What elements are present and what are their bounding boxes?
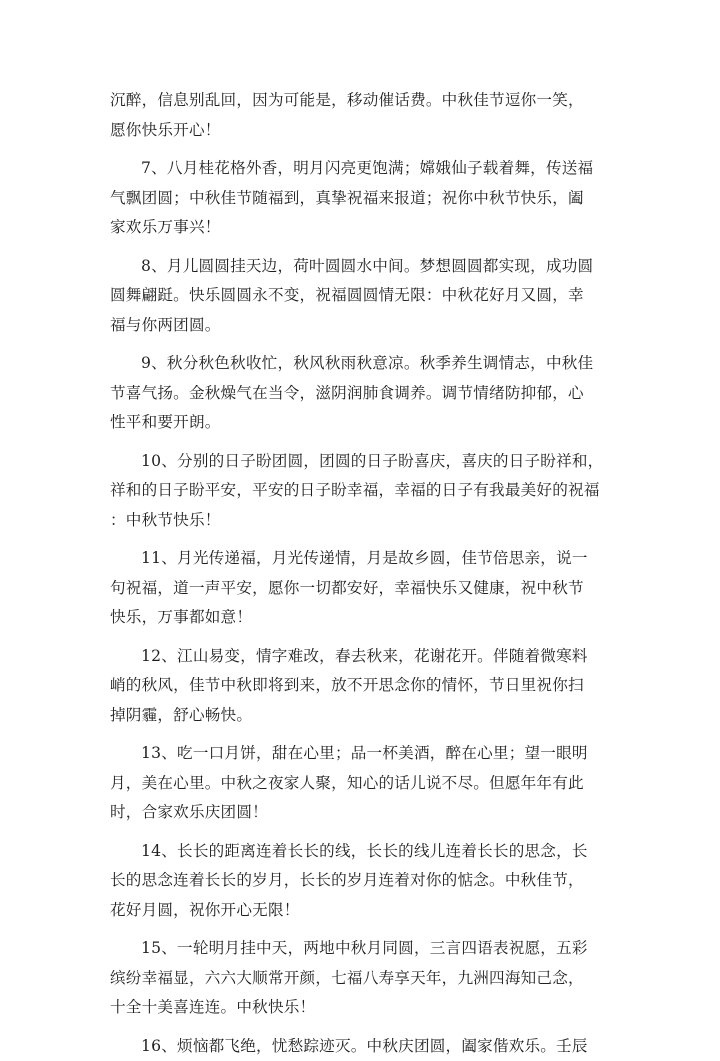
text-line: 时，合家欢乐庆团圆！ xyxy=(110,798,610,828)
paragraph-16 xyxy=(110,1032,610,1061)
text-line: 10、分别的日子盼团圆，团圆的日子盼喜庆，喜庆的日子盼祥和， xyxy=(110,447,610,477)
document-body xyxy=(110,86,610,1061)
text-line: 12、江山易变，情字难改，春去秋来，花谢花开。伴随着微寒料 xyxy=(110,642,610,672)
paragraph-14 xyxy=(110,837,610,926)
paragraph-15 xyxy=(110,934,610,1023)
text-line: 峭的秋风，佳节中秋即将到来，放不开思念你的情怀，节日里祝你扫 xyxy=(110,671,610,701)
paragraph-12 xyxy=(110,642,610,731)
text-line: 缤纷幸福显，六六大顺常开颜，七福八寿享天年，九洲四海知己念， xyxy=(110,964,610,994)
text-line: 长的思念连着长长的岁月，长长的岁月连着对你的惦念。中秋佳节， xyxy=(110,866,610,896)
paragraph-13 xyxy=(110,739,610,828)
text-line: ：中秋节快乐！ xyxy=(110,506,610,536)
paragraph-10 xyxy=(110,447,610,536)
text-line: 节喜气扬。金秋燥气在当令，滋阴润肺食调养。调节情绪防抑郁，心 xyxy=(110,379,610,409)
text-line: 快乐，万事都如意！ xyxy=(110,603,610,633)
text-line: 11、月光传递福，月光传递情，月是故乡圆，佳节倍思亲，说一 xyxy=(110,544,610,574)
text-line: 句祝福，道一声平安，愿你一切都安好，幸福快乐又健康，祝中秋节 xyxy=(110,574,610,604)
text-line: 14、长长的距离连着长长的线，长长的线儿连着长长的思念，长 xyxy=(110,837,610,867)
text-line: 13、吃一口月饼，甜在心里；品一杯美酒，醉在心里；望一眼明 xyxy=(110,739,610,769)
text-line: 7、八月桂花格外香，明月闪亮更饱满；嫦娥仙子载着舞，传送福 xyxy=(110,154,610,184)
paragraph-9 xyxy=(110,349,610,438)
text-line: 月，美在心里。中秋之夜家人聚，知心的话儿说不尽。但愿年年有此 xyxy=(110,769,610,799)
text-line: 花好月圆，祝你开心无限！ xyxy=(110,896,610,926)
text-line: 8、月儿圆圆挂天边，荷叶圆圆水中间。梦想圆圆都实现，成功圆 xyxy=(110,252,610,282)
text-line: 家欢乐万事兴！ xyxy=(110,213,610,243)
text-line: 圆舞翩跹。快乐圆圆永不变，祝福圆圆情无限：中秋花好月又圆，幸 xyxy=(110,281,610,311)
text-line: 沉醉，信息别乱回，因为可能是，移动催话费。中秋佳节逗你一笑， xyxy=(110,86,610,116)
text-line: 9、秋分秋色秋收忙，秋风秋雨秋意凉。秋季养生调情志，中秋佳 xyxy=(110,349,610,379)
text-line: 十全十美喜连连。中秋快乐！ xyxy=(110,993,610,1023)
paragraph-11 xyxy=(110,544,610,633)
paragraph-7 xyxy=(110,154,610,243)
paragraph-8 xyxy=(110,252,610,341)
text-line: 愿你快乐开心！ xyxy=(110,116,610,146)
text-line: 气飘团圆；中秋佳节随福到，真挚祝福来报道；祝你中秋节快乐，阖 xyxy=(110,184,610,214)
text-line: 祥和的日子盼平安，平安的日子盼幸福，幸福的日子有我最美好的祝福 xyxy=(110,476,610,506)
text-line: 福与你两团圆。 xyxy=(110,311,610,341)
paragraph-6-tail xyxy=(110,86,610,145)
text-line: 掉阴霾，舒心畅快。 xyxy=(110,701,610,731)
text-line: 性平和要开朗。 xyxy=(110,408,610,438)
text-line: 15、一轮明月挂中天，两地中秋月同圆，三言四语表祝愿，五彩 xyxy=(110,934,610,964)
text-line: 16、烦恼都飞绝，忧愁踪迹灭。中秋庆团圆，阖家偕欢乐。壬辰 xyxy=(110,1032,610,1061)
